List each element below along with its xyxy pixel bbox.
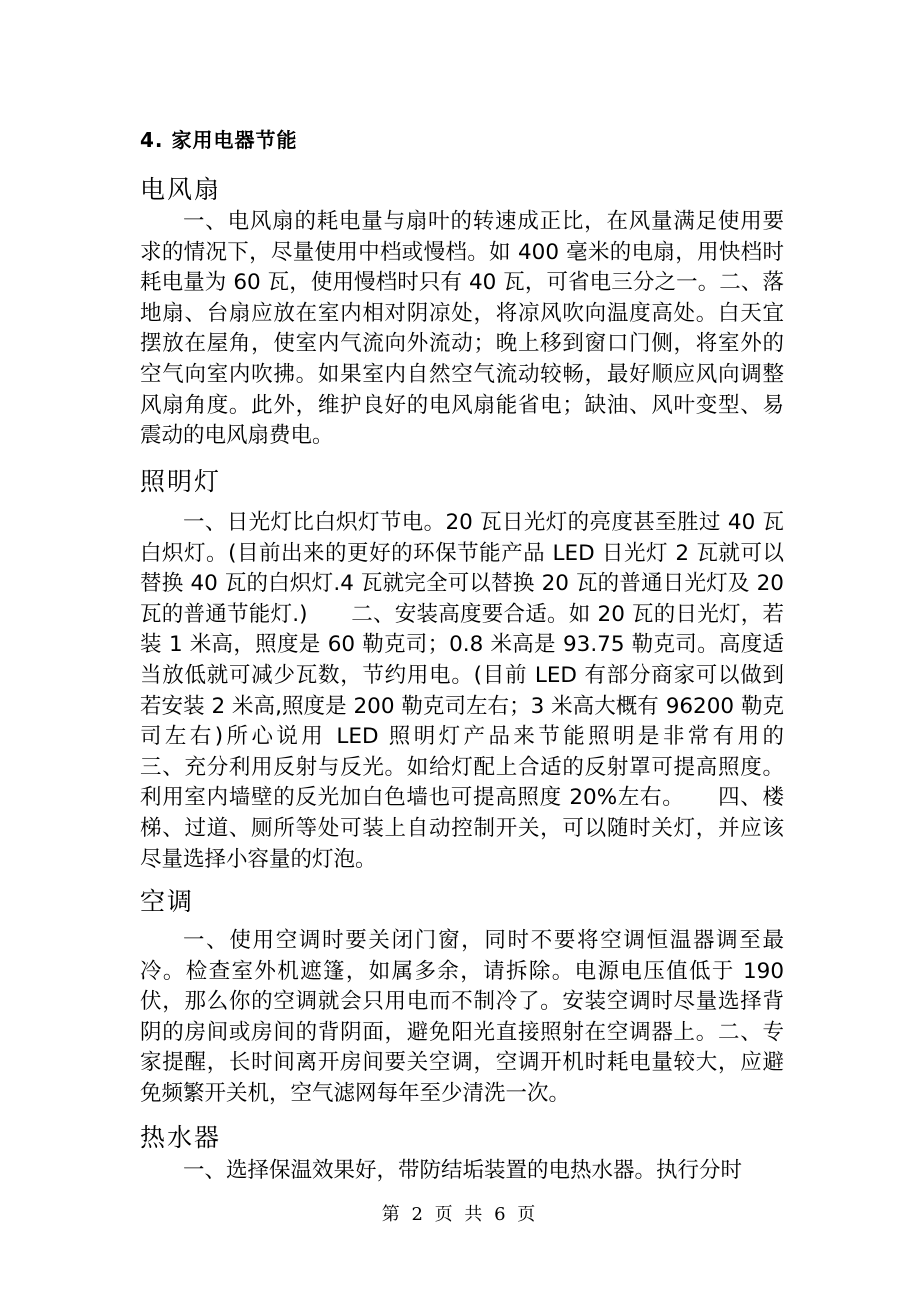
section-heading-water-heater: 热水器: [140, 1123, 222, 1152]
section-heading-fan: 电风扇: [140, 175, 222, 204]
section-body-air-conditioner: 一、使用空调时要关闭门窗，同时不要将空调恒温器调至最冷。检查室外机遮篷，如属多余，请拆除。电源电压值低于 190 伏，那么你的空调就会只用电而不制冷了。安装空调时尽量选择背阴的房间或房间的背阴面，避免阳光直接照射在空调器上。二、专家提醒，长时间离开房间要关空调，空调开机时耗电量较大，应避免频繁开关机，空气滤网每年至少清洗一次。: [140, 928, 784, 1106]
section-heading-air-conditioner: 空调: [140, 887, 195, 916]
section-body-fan: 一、电风扇的耗电量与扇叶的转速成正比，在风量满足使用要求的情况下，尽量使用中档或慢档。如 400 毫米的电扇，用快档时耗电量为 60 瓦，使用慢档时只有 40 瓦，可省电三分之一。二、落地扇、台扇应放在室内相对阴凉处，将凉风吹向温度高处。白天宜摆放在屋角，使室内气流向外流动；晚上移到窗口门侧，将室外的空气向室内吹拂。如果室内自然空气流动较畅，最好顺应风向调整风扇角度。此外，维护良好的电风扇能省电；缺油、风叶变型、易震动的电风扇费电。: [140, 209, 784, 449]
section-body-lighting: 一、日光灯比白炽灯节电。20 瓦日光灯的亮度甚至胜过 40 瓦白炽灯。(目前出来的更好的环保节能产品 LED 日光灯 2 瓦就可以替换 40 瓦的白炽灯.4 瓦就完全可以替换 20 瓦的普通日光灯及 20 瓦的普通节能灯.) 二、安装高度要合适。如 20 瓦的日光灯，若装 1 米高，照度是 60 勒克司；0.8 米高是 93.75 勒克司。高度适当放低就可减少瓦数，节约用电。(目前 LED 有部分商家可以做到 若安装 2 米高,照度是 200 勒克司左右；3 米高大概有 96200 勒克司左右)所心说用 LED 照明灯产品来节能照明是非常有用的 三、充分利用反射与反光。如给灯配上合适的反射罩可提高照度。利用室内墙壁的反光加白色墙也可提高照度 20%左右。 四、楼梯、过道、厕所等处可装上自动控制开关，可以随时关灯，并应该尽量选择小容量的灯泡。: [140, 510, 828, 872]
document-title: 4. 家用电器节能: [140, 128, 298, 152]
section-body-water-heater: 一、选择保温效果好，带防结垢装置的电热水器。执行分时: [183, 1158, 743, 1183]
section-heading-lighting: 照明灯: [140, 467, 222, 496]
page-number-footer: 第 2 页 共 6 页: [381, 1204, 539, 1225]
